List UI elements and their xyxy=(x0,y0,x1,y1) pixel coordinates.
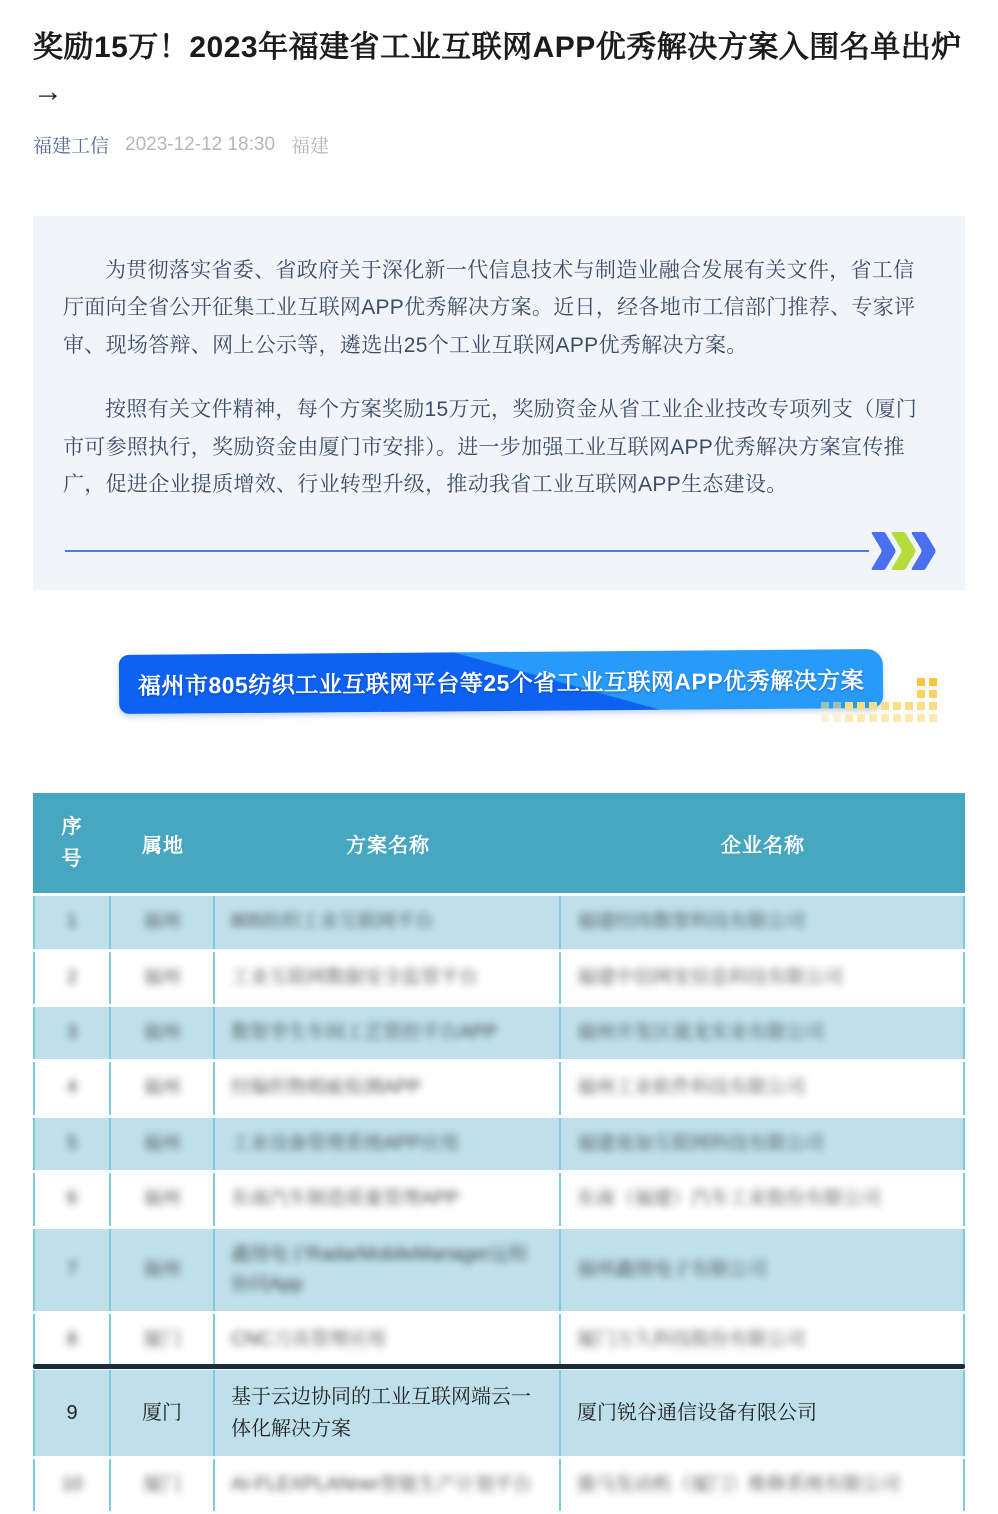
cell-company: 福州工业软件科技有限公司 xyxy=(561,1062,965,1114)
winners-table xyxy=(33,790,965,1514)
header-region: 属地 xyxy=(111,793,215,893)
cell-scheme: 工业互联网数据安全监管平台 xyxy=(215,952,561,1004)
banner-text: 福州市805纺织工业互联网平台等25个省工业互联网APP优秀解决方案 xyxy=(137,667,865,700)
cell-region: 福州 xyxy=(111,952,215,1004)
cell-no: 2 xyxy=(33,952,111,1004)
cell-region: 福州 xyxy=(111,1007,215,1059)
section-banner xyxy=(119,649,883,714)
cell-scheme: 工业设备管理系统APP应用 xyxy=(215,1118,561,1170)
header-scheme: 方案名称 xyxy=(215,793,561,893)
cell-region: 福州 xyxy=(111,1062,215,1114)
cell-no: 6 xyxy=(33,1173,111,1225)
divider-line xyxy=(65,550,869,552)
page-title: 奖励15万！2023年福建省工业互联网APP优秀解决方案入围名单出炉→ xyxy=(33,31,962,108)
cell-scheme: 数智孪生车间工艺管控平台APP xyxy=(215,1007,561,1059)
cell-region: 厦门 xyxy=(111,1370,215,1456)
yellow-dot-matrix-icon xyxy=(821,678,937,722)
cell-no: 7 xyxy=(33,1229,111,1312)
cell-company: 福州鑫图电子有限公司 xyxy=(561,1229,965,1312)
header-company: 企业名称 xyxy=(561,793,965,893)
table-row xyxy=(33,1118,965,1170)
table-row xyxy=(33,1173,965,1225)
publish-time: 2023-12-12 18:30 xyxy=(125,133,276,155)
section-divider xyxy=(63,530,935,574)
cell-region: 福州 xyxy=(111,1229,215,1312)
cell-scheme: 鑫图电子RadarMobileManager远程协同App xyxy=(215,1229,561,1312)
cell-no: 10 xyxy=(33,1459,111,1511)
cell-scheme: 805纺织工业互联网平台 xyxy=(215,896,561,948)
abstract-paragraph-1: 为贯彻落实省委、省政府关于深化新一代信息技术与制造业融合发展有关文件，省工信厅面向全省公开征集工业互联网APP优秀解决方案。近日，经各地市工信部门推荐、专家评审、现场答辩、网上公示等，遴选出25个工业互联网APP优秀解决方案。 xyxy=(63,259,916,357)
cell-region: 福州 xyxy=(111,896,215,948)
table-bottom-border xyxy=(33,1364,965,1369)
table-header xyxy=(33,793,965,893)
cell-no: 3 xyxy=(33,1007,111,1059)
cell-no: 8 xyxy=(33,1314,111,1366)
table-body xyxy=(33,896,965,1511)
table-row xyxy=(33,1007,965,1059)
cell-region: 厦门 xyxy=(111,1314,215,1366)
cell-scheme: CNC刀具管理应用 xyxy=(215,1314,561,1366)
triple-chevron-icon xyxy=(871,530,935,572)
account-link[interactable]: 福建工信 xyxy=(33,136,110,157)
table-row xyxy=(33,952,965,1004)
cell-company: 厦门万久科技股份有限公司 xyxy=(561,1314,965,1366)
cell-no: 4 xyxy=(33,1062,111,1114)
table-row xyxy=(33,1459,965,1511)
cell-scheme: 东南汽车制造质量管理APP xyxy=(215,1173,561,1225)
cell-company: 福州开发区晟龙实业有限公司 xyxy=(561,1007,965,1059)
table-row xyxy=(33,1314,965,1366)
cell-company: 东南（福建）汽车工业股份有限公司 xyxy=(561,1173,965,1225)
cell-company: 骏马发动机（厦门）维修系统有限公司 xyxy=(561,1459,965,1511)
table-row xyxy=(33,1062,965,1114)
table-row xyxy=(33,1370,965,1456)
cell-region: 厦门 xyxy=(111,1459,215,1511)
cell-company: 福建易加互联网科技有限公司 xyxy=(561,1118,965,1170)
byline xyxy=(33,131,965,158)
header-seq: 序号 xyxy=(33,793,111,893)
cell-no: 9 xyxy=(33,1370,111,1456)
cell-no: 5 xyxy=(33,1118,111,1170)
cell-scheme: 经编织物瑕疵检测APP xyxy=(215,1062,561,1114)
cell-company: 福建中信网安信息科技有限公司 xyxy=(561,952,965,1004)
cell-region: 福州 xyxy=(111,1173,215,1225)
cell-company: 福建经纬数智科技有限公司 xyxy=(561,896,965,948)
section-banner-area xyxy=(33,646,965,746)
cell-scheme: 基于云边协同的工业互联网端云一体化解决方案 xyxy=(215,1370,561,1456)
abstract-paragraph-2: 按照有关文件精神，每个方案奖励15万元，奖励资金从省工业企业技改专项列支（厦门市可参照执行，奖励资金由厦门市安排）。进一步加强工业互联网APP优秀解决方案宣传推广，促进企业提质增效、行业转型升级，推动我省工业互联网APP生态建设。 xyxy=(63,398,918,496)
cell-no: 1 xyxy=(33,896,111,948)
abstract-box xyxy=(33,216,965,590)
cell-region: 福州 xyxy=(111,1118,215,1170)
cell-company: 厦门锐谷通信设备有限公司 xyxy=(561,1370,965,1456)
table-row xyxy=(33,896,965,948)
table-row xyxy=(33,1229,965,1312)
publish-location: 福建 xyxy=(291,136,330,157)
cell-scheme: AI-FLEXPLANner智能生产计划平台 xyxy=(215,1459,561,1511)
